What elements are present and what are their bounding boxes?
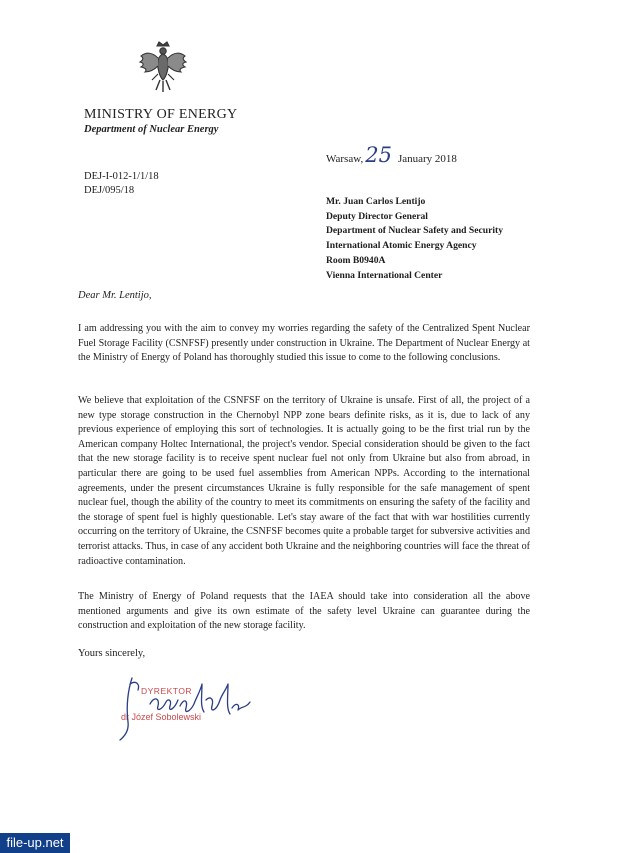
body-paragraph: The Ministry of Energy of Poland requests that the IAEA should take into consideration all the above mentioned arguments and give its own estimate of the safety level Ukraine can guarantee during the construction and exploitation of the new storage facility. <box>78 591 530 632</box>
addressee-line: Department of Nuclear Safety and Security <box>326 225 504 237</box>
addressee-block <box>326 195 503 283</box>
closing: Yours sincerely, <box>78 648 146 659</box>
salutation: Dear Mr. Lentijo, <box>78 290 152 301</box>
stamp-title: DYREKTOR <box>141 686 193 696</box>
ministry-title: MINISTRY OF ENERGY <box>84 107 238 122</box>
department-title: Department of Nuclear Energy <box>84 124 219 135</box>
body-paragraph: We believe that exploitation of the CSNFSF on the territory of Ukraine is unsafe. First of all, the project of a new type storage construction in the Chernobyl NPP zone bears definite risks, as it is, due to lack of any previous experience of employing this sort of technologies. It is actually going to be the first trial run by the American company Holtec International, the project's vendor. Special consideration should be given to the fact that the new storage facility is to receive spent nuclear fuel not only from Ukraine but also from abroad, in particular there are going to be used fuel assemblies from American NPPs. According to the international agreements, under the present circumstances Ukraine is fully responsible for the safe management of spent nuclear fuel, though the ability of the country to meet its commitments on ensuring the safety of the facility and the storage of spent fuel is highly questionable. Let's stay aware of the fact that with war hostilities currently occurring on the territory of Ukraine, the CSNFSF becomes quite a probable target for subversive activities and terrorist attacks. Thus, in case of any accident both Ukraine and the neighboring countries will face the threat of radioactive contamination. <box>78 395 530 567</box>
handwritten-signature <box>110 670 260 742</box>
date-line <box>326 143 457 167</box>
watermark-tag: file-up.net <box>0 833 70 853</box>
body-paragraph: I am addressing you with the aim to convey my worries regarding the safety of the Centralized Spent Nuclear Fuel Storage Facility (CSNFSF) presently under construction in Ukraine. The Department of Nuclear Energy at the Ministry of Energy of Poland has thoroughly studied this issue to come to the following conclusions. <box>78 323 530 364</box>
date-month-year: January 2018 <box>397 153 457 165</box>
reference-number: DEJ/095/18 <box>84 185 135 196</box>
reference-number: DEJ-I-012-1/1/18 <box>84 171 159 182</box>
date-day-handwritten: 25 <box>365 143 392 167</box>
addressee-line: Mr. Juan Carlos Lentijo <box>326 196 426 207</box>
addressee-line: Deputy Director General <box>326 210 428 222</box>
addressee-line: Room B0940A <box>326 254 386 266</box>
date-place: Warsaw, <box>326 153 364 165</box>
addressee-line: Vienna International Center <box>326 269 443 281</box>
eagle-emblem-icon <box>138 40 188 98</box>
addressee-line: International Atomic Energy Agency <box>326 240 477 252</box>
stamp-name: dr Józef Sobolewski <box>121 712 202 722</box>
